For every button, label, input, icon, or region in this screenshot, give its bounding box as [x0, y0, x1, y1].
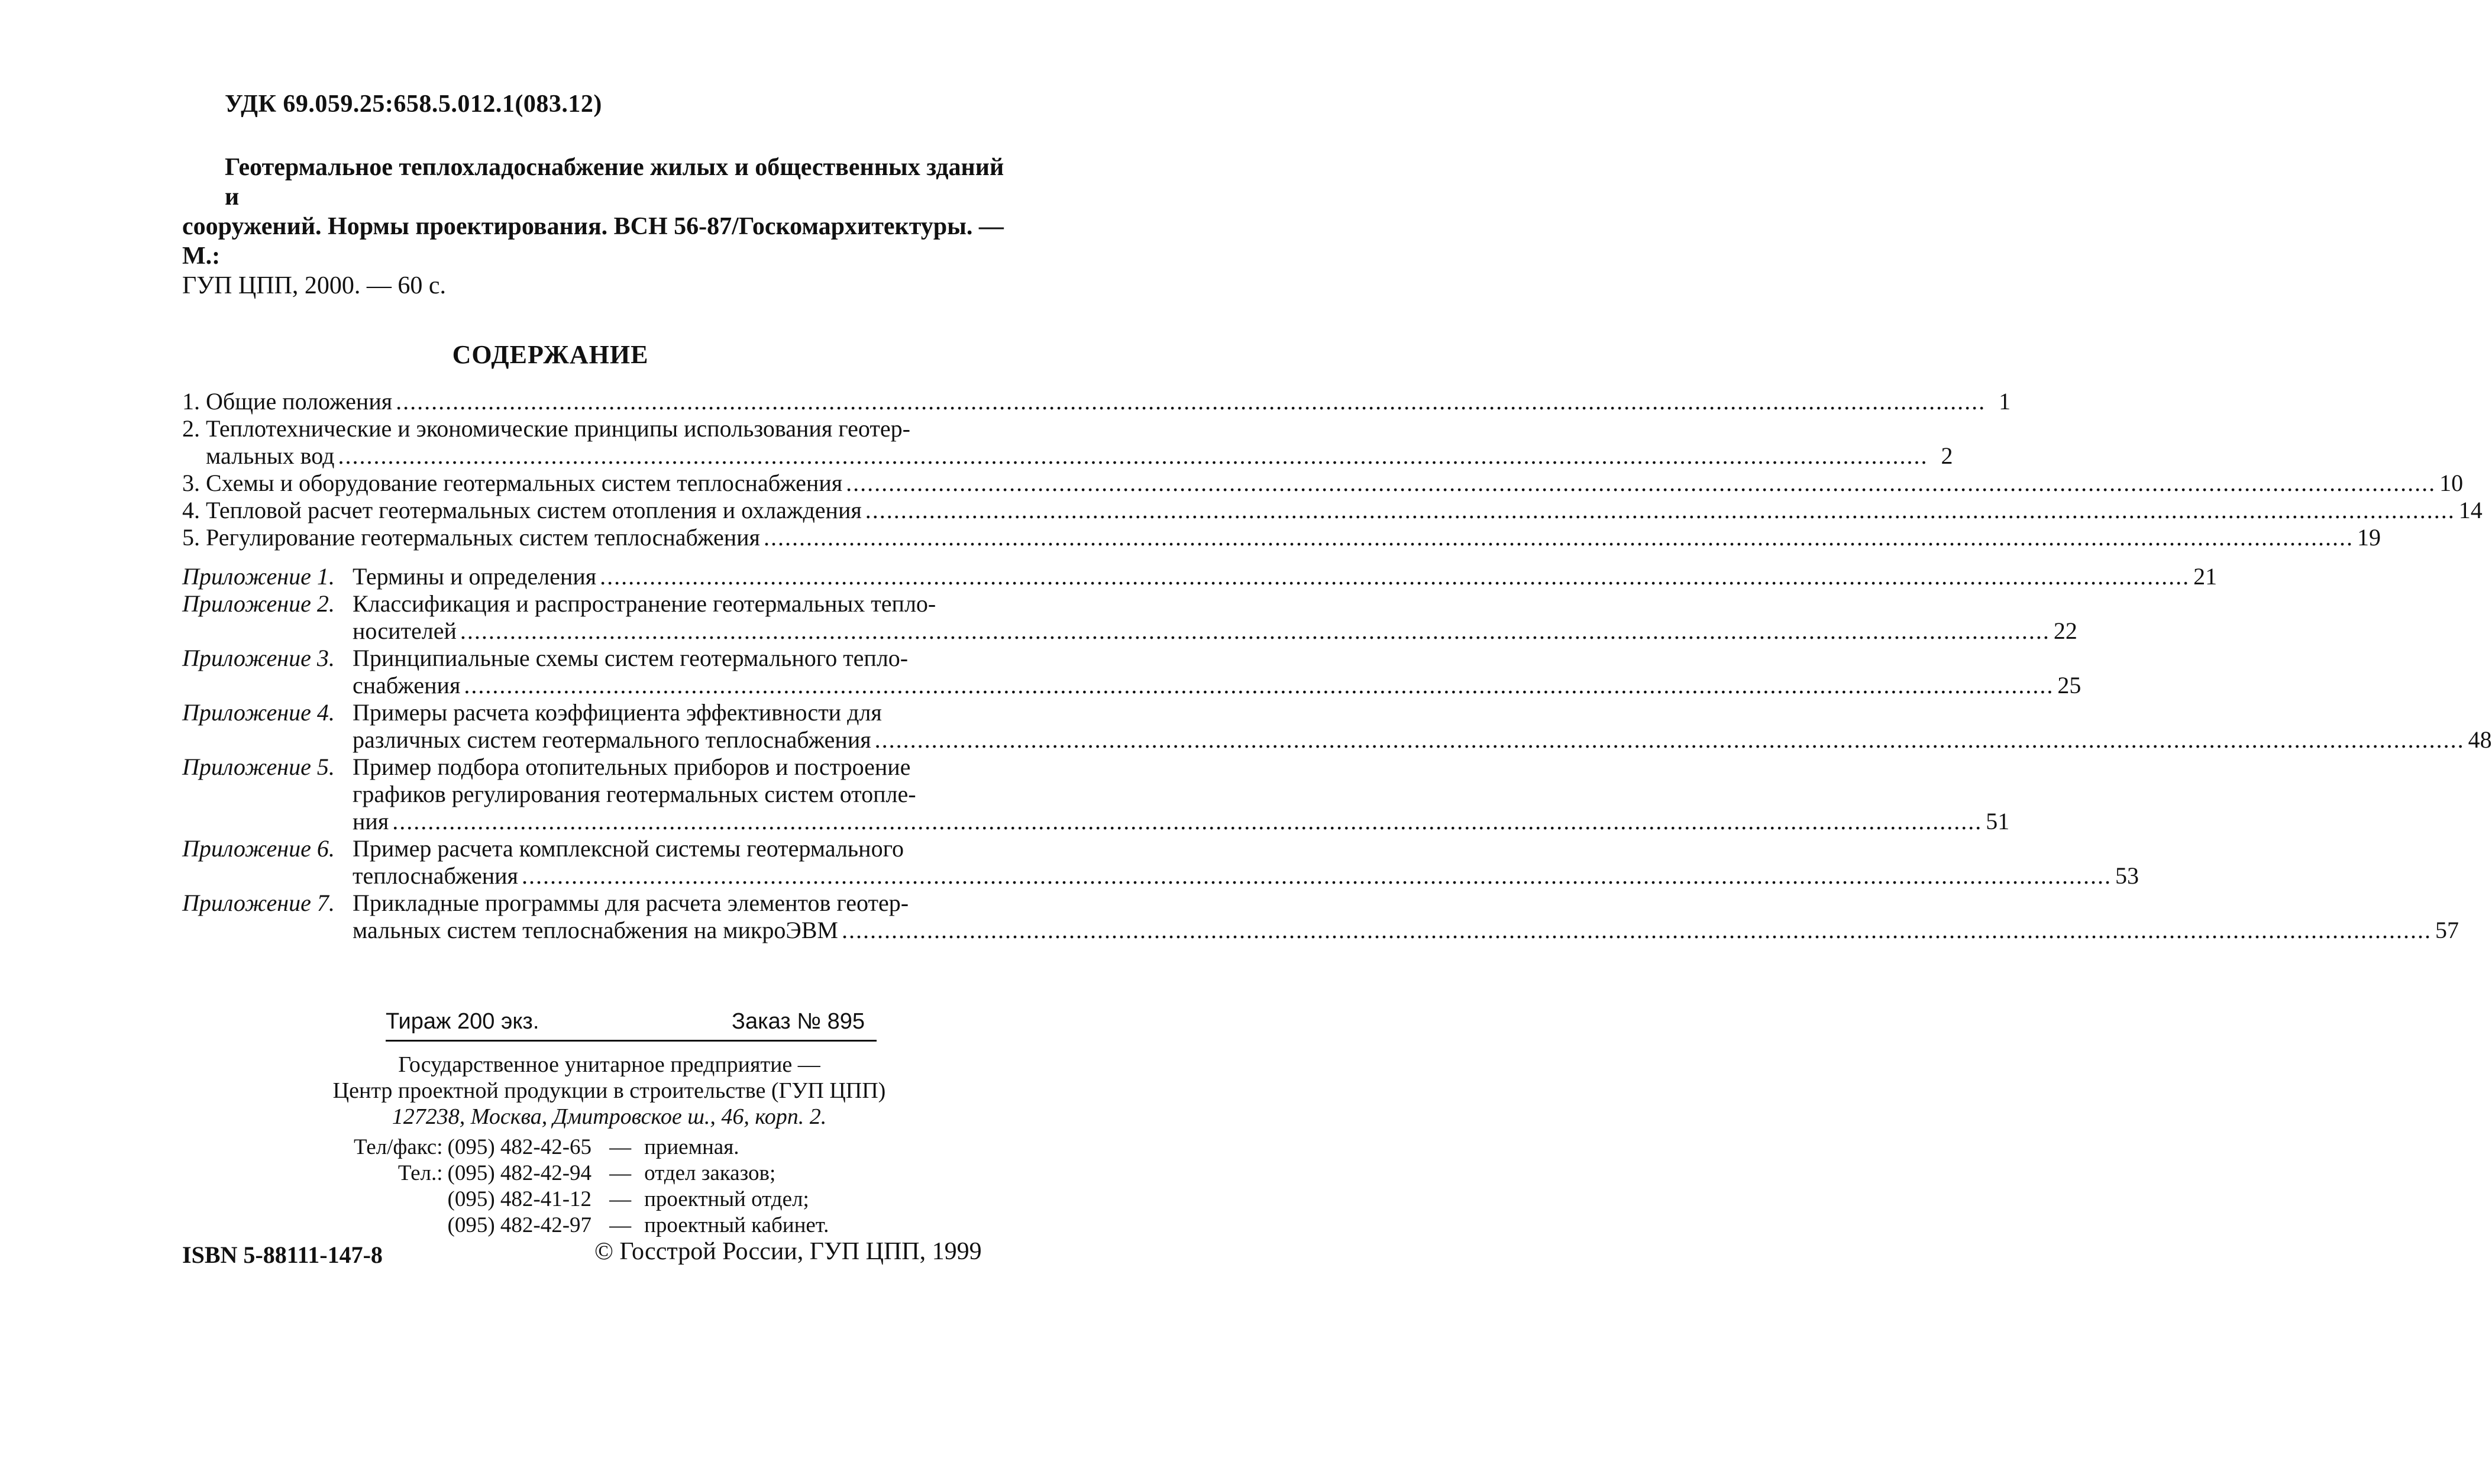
toc-appendix-label: Приложение 3.: [182, 645, 335, 671]
contact-phone: (095) 482-41-12: [447, 1187, 592, 1211]
toc-entry: [182, 524, 2381, 551]
toc-page-number: 48: [2468, 726, 2492, 753]
toc-leader-dots: [460, 617, 2050, 645]
contact-phone: (095) 482-42-65: [447, 1135, 592, 1159]
toc-entry-text: 1. Общие положения: [182, 388, 393, 415]
print-run: Тираж 200 экз.: [386, 1009, 539, 1034]
toc-entry-text: 3. Схемы и оборудование геотермальных систем теплоснабжения: [182, 470, 843, 496]
toc-appendix-text: различных систем геотермального теплоснабжения: [353, 726, 871, 753]
toc-entry: [182, 470, 2464, 497]
toc-page-number: 51: [1986, 808, 2010, 835]
toc-appendices: [182, 563, 2492, 944]
toc-entry-line: [182, 442, 1953, 470]
toc-title: СОДЕРЖАНИЕ: [452, 340, 649, 369]
toc-appendix-line: [353, 754, 2009, 781]
toc-appendix-body: [353, 645, 2081, 699]
contact-dash: —: [609, 1213, 632, 1237]
publisher-block: [254, 1052, 964, 1130]
toc-leader-dots: [842, 917, 2432, 944]
toc-leader-dots: [600, 563, 2190, 590]
contact-description: проектный отдел;: [644, 1187, 809, 1211]
contact-row: [354, 1213, 833, 1239]
toc-leader-dots: [764, 524, 2354, 551]
toc-page-number: 19: [2357, 524, 2381, 551]
biblio-line-2: сооружений. Нормы проектирования. ВСН 56-87/Госкомархитектуры. — М.:: [182, 213, 1004, 270]
toc-appendix-entry: [182, 590, 2077, 645]
toc-entry-text: 4. Тепловой расчет геотермальных систем отопления и охлаждения: [182, 497, 862, 523]
toc-page-number: 57: [2435, 917, 2459, 943]
toc-leader-dots: [396, 388, 1986, 415]
contact-description: отдел заказов;: [644, 1161, 776, 1185]
toc-appendix-body: [353, 590, 2077, 645]
contact-dash: —: [609, 1161, 632, 1185]
toc-entry-line: [182, 415, 997, 442]
toc-appendix-line: [353, 808, 2009, 835]
toc-appendix-text: Классификация и распространение геотермальных тепло-: [353, 590, 936, 617]
toc-appendix-line: [353, 917, 2459, 944]
toc-appendix-body: [353, 835, 2139, 890]
toc-entry: [182, 388, 2011, 415]
toc-page-number: 25: [2057, 672, 2081, 699]
toc-leader-dots: [875, 726, 2465, 754]
toc-leader-dots: [846, 470, 2436, 497]
toc-appendix-text: Термины и определения: [353, 563, 597, 590]
toc-appendix-entry: [182, 835, 2139, 890]
contact-phone: (095) 482-42-94: [447, 1161, 592, 1185]
toc-appendix-entry: [182, 754, 2010, 835]
contact-label: [354, 1186, 448, 1213]
toc-appendix-line: [353, 672, 2081, 699]
toc-gap: [182, 551, 997, 563]
toc-appendix-label: Приложение 4.: [182, 699, 335, 726]
toc-page-number: 22: [2053, 617, 2077, 644]
toc-appendix-line: [353, 590, 2077, 617]
toc-appendix-body: [353, 890, 2459, 944]
toc-page-number: 1: [1999, 388, 2011, 415]
toc-appendix-label: Приложение 5.: [182, 754, 335, 780]
toc-appendix-text: мальных систем теплоснабжения на микроЭВМ: [353, 917, 838, 943]
toc-appendix-line: [353, 699, 2492, 726]
toc-page-number: 53: [2115, 862, 2139, 889]
toc-page-number: 14: [2458, 497, 2483, 523]
toc-appendix-line: [353, 617, 2077, 645]
toc-page-number: 2: [1941, 442, 1953, 469]
toc-entry-line: [182, 470, 2464, 497]
contact-phone: (095) 482-42-97: [447, 1213, 592, 1237]
toc-appendix-line: [353, 726, 2492, 754]
toc-entry: [182, 497, 2483, 524]
toc-appendix-entry: [182, 645, 2081, 699]
contact-description: проектный кабинет.: [644, 1213, 829, 1237]
toc-appendix-text: теплоснабжения: [353, 862, 518, 889]
contact-label: Тел.:: [397, 1161, 443, 1185]
toc-sections: [182, 388, 2483, 551]
contact-dash: —: [609, 1187, 632, 1211]
toc-page-number: 21: [2193, 563, 2218, 590]
publisher-line-1: Государственное унитарное предприятие —: [398, 1052, 820, 1077]
udk-code: УДК 69.059.25:658.5.012.1(083.12): [225, 90, 602, 118]
toc-entry-text: мальных вод: [206, 442, 335, 469]
toc-appendix-label: Приложение 6.: [182, 835, 335, 862]
toc-appendix-text: Примеры расчета коэффициента эффективности для: [353, 699, 882, 726]
toc-entry-text: 5. Регулирование геотермальных систем теплоснабжения: [182, 524, 760, 551]
contact-dash: —: [609, 1135, 632, 1159]
contact-label: [354, 1213, 448, 1239]
toc-appendix-text: носителей: [353, 617, 457, 644]
contact-description: приемная.: [644, 1135, 739, 1159]
toc-appendix-line: [353, 835, 2139, 862]
toc-appendix-line: [353, 862, 2139, 890]
toc-entry-text: 2. Теплотехнические и экономические принципы использования геотер-: [182, 415, 910, 442]
contact-label: Тел/факс:: [354, 1135, 443, 1159]
toc-appendix-line: [353, 645, 2081, 672]
toc-appendix-entry: [182, 563, 2218, 590]
toc-appendix-text: ния: [353, 808, 389, 835]
isbn: ISBN 5-88111-147-8: [182, 1241, 383, 1268]
toc-appendix-text: Пример подбора отопительных приборов и построение: [353, 754, 911, 780]
toc-appendix-body: [353, 754, 2009, 835]
toc-appendix-entry: [182, 890, 2459, 944]
toc-entry-line: [182, 388, 2011, 415]
toc-entry: [182, 415, 1953, 470]
toc-entry-line: [182, 524, 2381, 551]
toc-appendix-text: снабжения: [353, 672, 461, 699]
biblio-line-1: Геотермальное теплохладоснабжение жилых и общественных зданий и: [225, 154, 1004, 211]
toc-appendix-line: [353, 563, 2217, 590]
toc-appendix-label: Приложение 7.: [182, 890, 335, 916]
table-of-contents: [182, 388, 2492, 944]
publisher-line-2: Центр проектной продукции в строительстве (ГУП ЦПП): [332, 1078, 886, 1103]
contact-row: [354, 1186, 833, 1213]
toc-entry-line: [182, 497, 2483, 524]
toc-appendix-line: [353, 781, 2009, 808]
toc-appendix-text: Прикладные программы для расчета элементов геотер-: [353, 890, 909, 916]
publisher-address: 127238, Москва, Дмитровское ш., 46, корп. 2.: [392, 1104, 827, 1129]
toc-appendix-label: Приложение 1.: [182, 563, 335, 590]
contacts-table: [354, 1134, 833, 1239]
toc-leader-dots: [392, 808, 1982, 835]
contact-row: [354, 1134, 833, 1160]
contact-row: [354, 1160, 833, 1186]
toc-leader-dots: [865, 497, 2455, 524]
toc-appendix-entry: [182, 699, 2492, 754]
toc-appendix-text: Пример расчета комплексной системы геотермального: [353, 835, 904, 862]
toc-page-number: 10: [2439, 470, 2464, 496]
toc-appendix-body: [353, 563, 2217, 590]
bibliographic-record: [182, 153, 1004, 300]
contacts-block: [354, 1134, 833, 1239]
toc-appendix-text: Принципиальные схемы систем геотермального тепло-: [353, 645, 909, 671]
toc-appendix-text: графиков регулирования геотермальных систем отопле-: [353, 781, 916, 807]
print-run-block: [386, 1009, 877, 1042]
toc-appendix-label: Приложение 2.: [182, 590, 335, 617]
toc-appendix-body: [353, 699, 2492, 754]
toc-leader-dots: [464, 672, 2054, 699]
toc-leader-dots: [338, 442, 1928, 470]
copyright: © Госстрой России, ГУП ЦПП, 1999: [594, 1238, 982, 1265]
toc-appendix-line: [353, 890, 2459, 917]
biblio-line-3: ГУП ЦПП, 2000. — 60 с.: [182, 272, 446, 299]
order-number: Заказ № 895: [732, 1009, 865, 1034]
toc-leader-dots: [522, 862, 2112, 890]
